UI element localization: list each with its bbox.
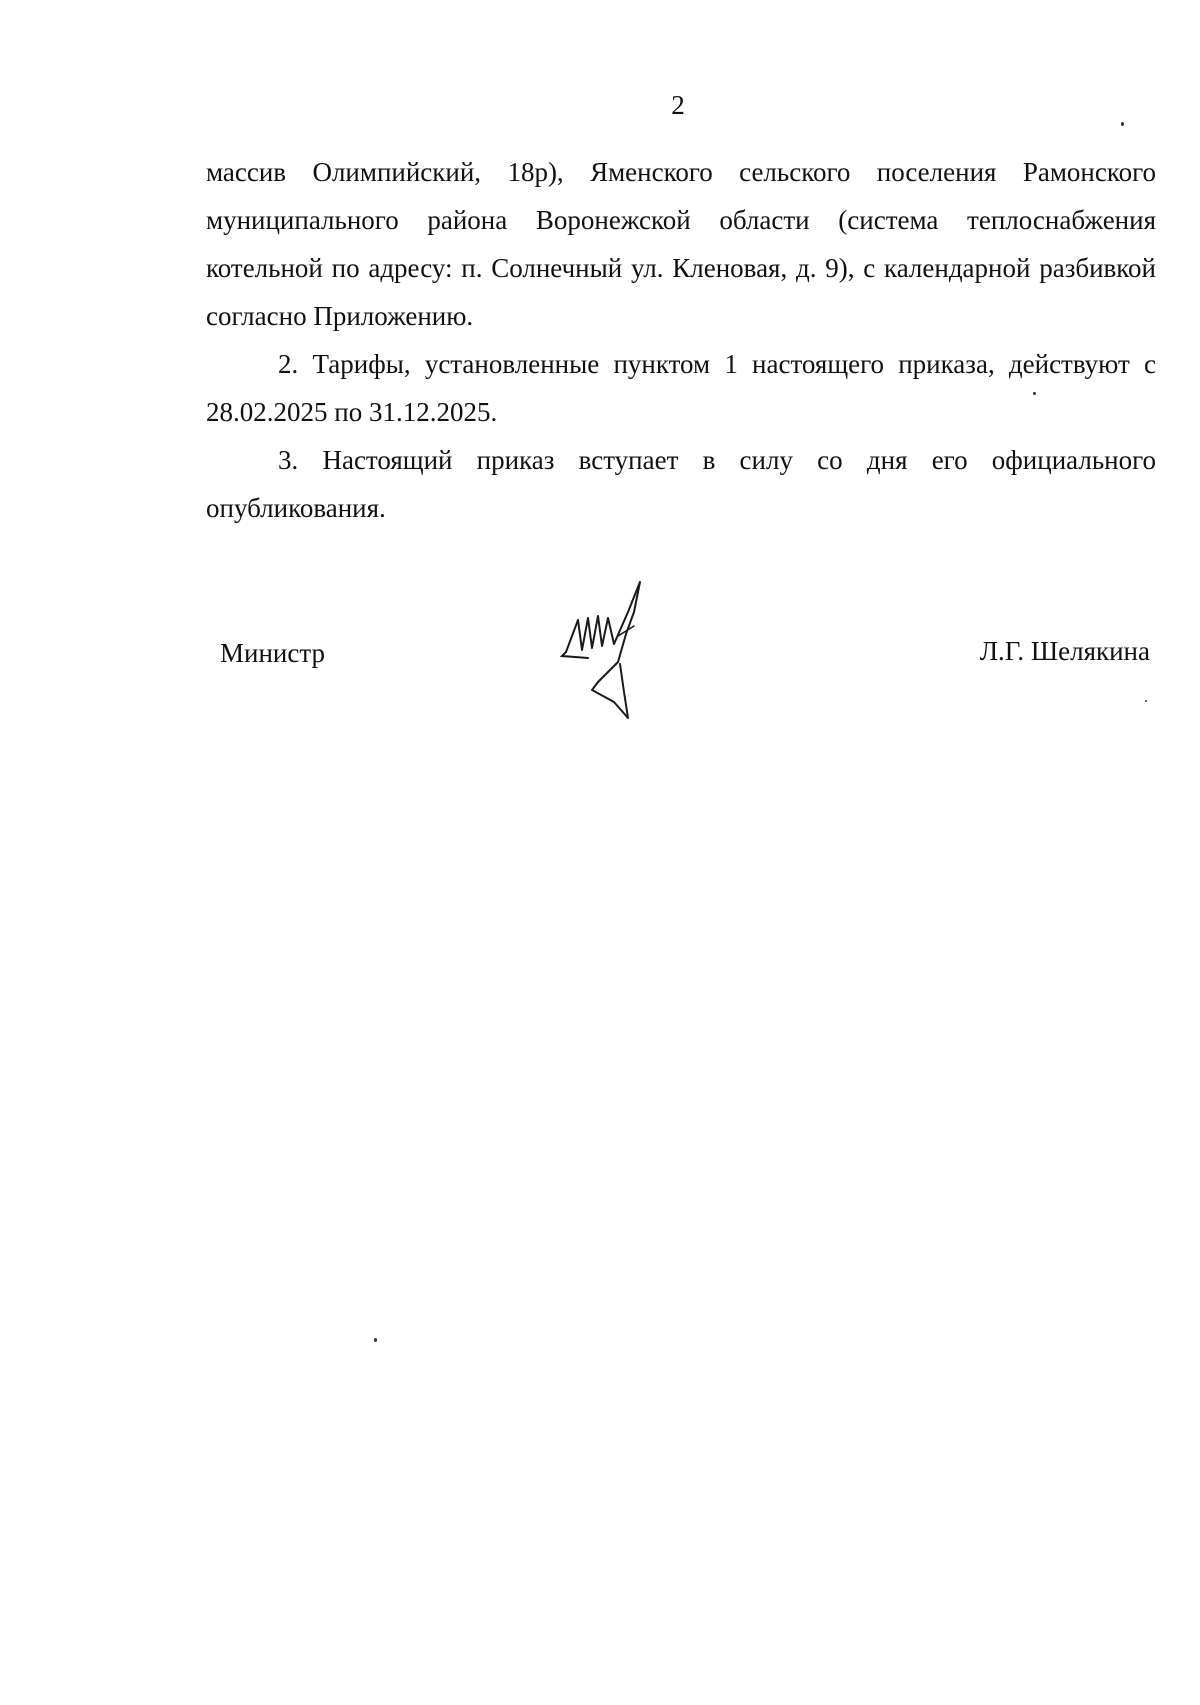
scan-speck [374,1338,377,1342]
paragraph-item-2: 2. Тарифы, установленные пунктом 1 настоящего приказа, действуют с 28.02.2025 по 31.12.2025. [206,349,1156,427]
scan-speck [1121,122,1124,126]
scan-speck [1145,700,1147,702]
document-body [206,148,1156,532]
signer-name: Л.Г. Шелякина [979,636,1150,666]
paragraph-item-3: 3. Настоящий приказ вступает в силу со дня его официального опубликования. [206,445,1156,523]
scan-speck [1033,392,1036,395]
signature-block [206,630,1150,710]
paragraph-continuation: массив Олимпийский, 18р), Яменского сельского поселения Рамонского муниципального района Воронежской области (система теплоснабжения котельной по адресу: п. Солнечный ул. Кленовая, д. 9), с календарной разбивкой согласно Приложению. [206,157,1156,331]
signer-position: Министр [220,638,325,668]
page-number: 2 [671,90,685,120]
